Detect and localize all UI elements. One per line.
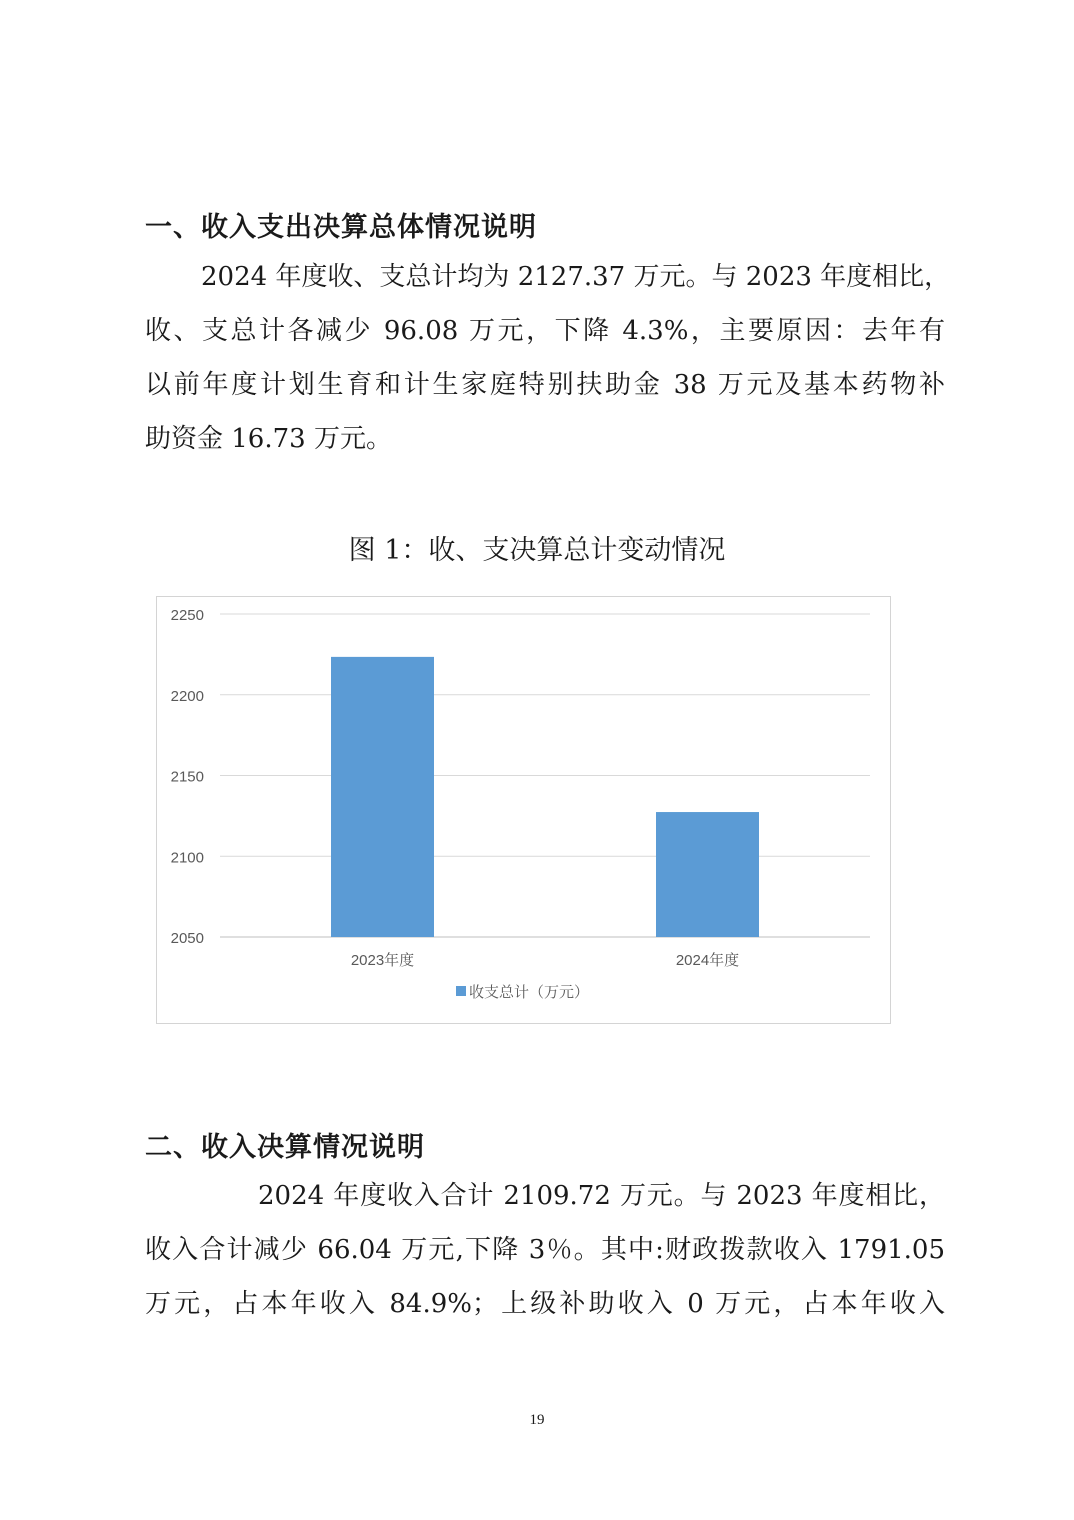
legend-label: 收支总计（万元） bbox=[469, 984, 590, 1001]
section1-heading: 一、收入支出决算总体情况说明 bbox=[145, 212, 537, 243]
section1-line-4: 助资金 16.73 万元。 bbox=[145, 424, 392, 454]
bar bbox=[331, 657, 434, 937]
section2-heading: 二、收入决算情况说明 bbox=[145, 1132, 425, 1163]
x-tick-label: 2023年度 bbox=[350, 952, 415, 969]
x-tick-label: 2024年度 bbox=[675, 952, 740, 969]
bar-chart bbox=[156, 596, 891, 1024]
section1-line-3: 以前年度计划生育和计生家庭特别扶助金 38 万元及基本药物补 bbox=[145, 370, 945, 400]
chart-svg bbox=[157, 597, 890, 1023]
legend-swatch bbox=[456, 986, 466, 996]
y-tick-label: 2250 bbox=[170, 607, 204, 624]
section2-line-1: 2024 年度收入合计 2109.72 万元。与 2023 年度相比， bbox=[258, 1181, 945, 1211]
y-tick-label: 2150 bbox=[170, 768, 204, 786]
bar bbox=[656, 812, 759, 937]
section1-line-2: 收、支总计各减少 96.08 万元，下降 4.3%，主要原因：去年有 bbox=[145, 316, 945, 346]
y-tick-label: 2200 bbox=[170, 687, 204, 705]
y-tick-label: 2100 bbox=[170, 849, 204, 867]
section1-line-1: 2024 年度收、支总计均为 2127.37 万元。与 2023 年度相比， bbox=[201, 262, 951, 292]
figure-title: 图 1：收、支决算总计变动情况 bbox=[348, 535, 726, 566]
section2-line-3: 万元，占本年收入 84.9%；上级补助收入 0 万元，占本年收入 bbox=[145, 1289, 945, 1319]
section2-line-2: 收入合计减少 66.04 万元,下降 3％。其中:财政拨款收入 1791.05 bbox=[145, 1235, 945, 1265]
page-number: 19 bbox=[529, 1412, 545, 1428]
y-tick-label: 2050 bbox=[170, 930, 204, 947]
